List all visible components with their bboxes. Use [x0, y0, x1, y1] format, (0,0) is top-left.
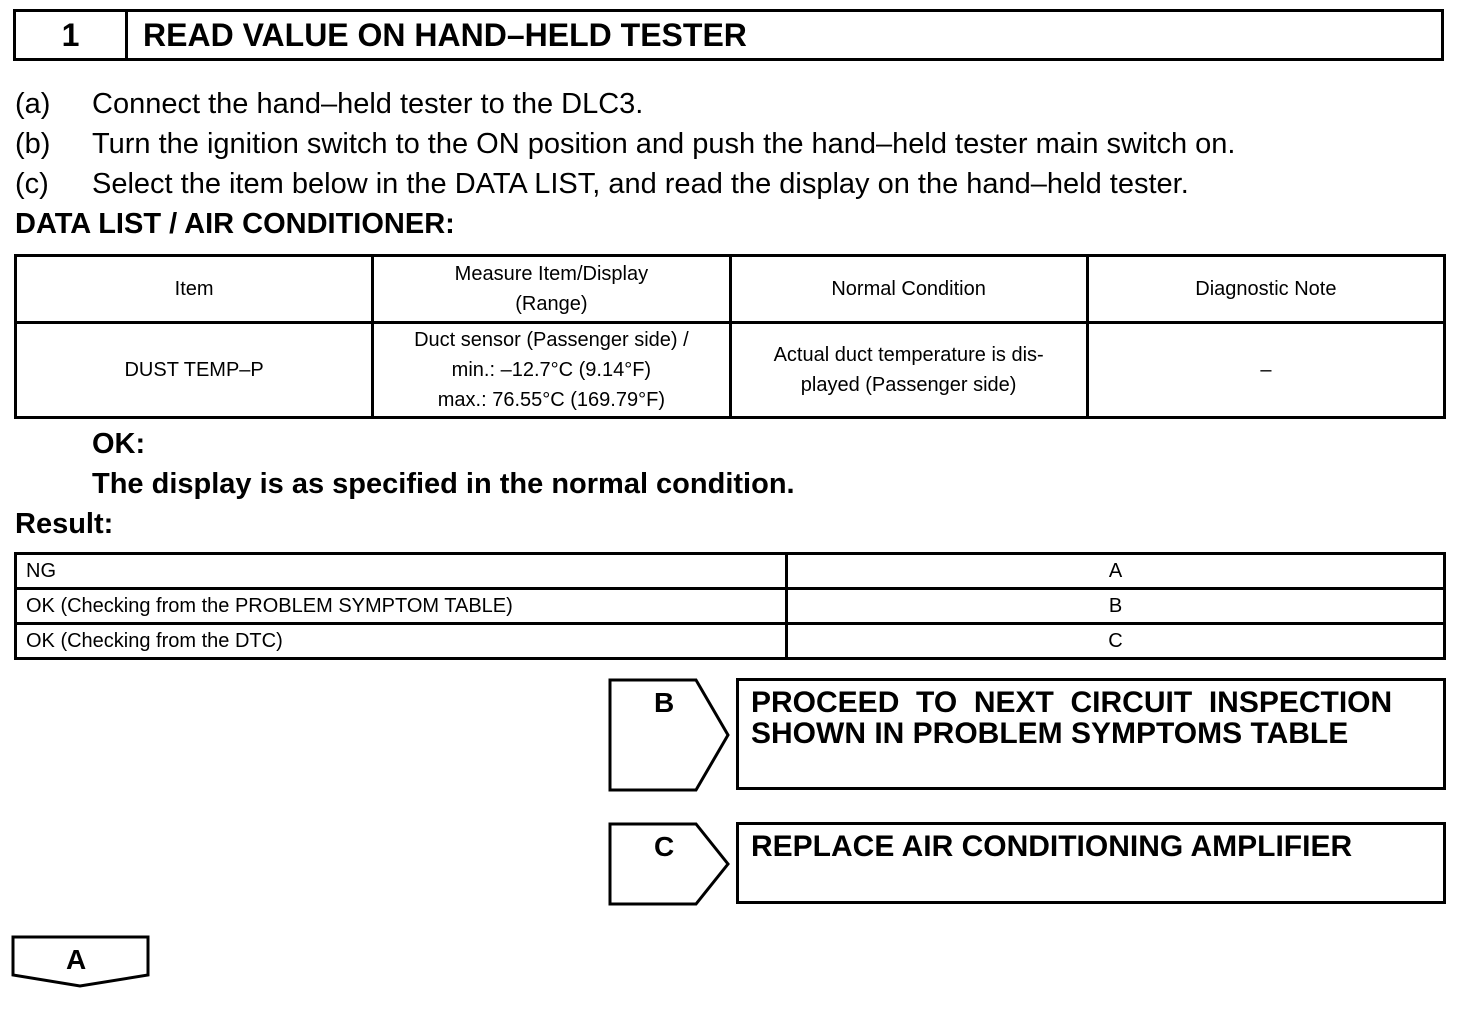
- header-normal-condition: Normal Condition: [730, 256, 1087, 323]
- instruction-text: Connect the hand–held tester to the DLC3.: [92, 88, 644, 120]
- header-range-line: (Range): [515, 293, 588, 315]
- data-list-table: [14, 254, 1446, 419]
- action-line: REPLACE AIR CONDITIONING AMPLIFIER: [751, 830, 1353, 863]
- result-code: C: [787, 624, 1445, 659]
- action-line: PROCEED TO NEXT CIRCUIT INSPECTION: [751, 686, 1393, 719]
- instruction-label: (b): [15, 128, 51, 160]
- table-header-row: [16, 256, 1445, 323]
- cell-normal: [730, 323, 1087, 418]
- result-code: A: [787, 554, 1445, 589]
- action-line: SHOWN IN PROBLEM SYMPTOMS TABLE: [751, 717, 1349, 750]
- result-condition: OK (Checking from the DTC): [16, 624, 787, 659]
- ok-text: The display is as specified in the normal condition.: [92, 468, 795, 500]
- cell-item: DUST TEMP–P: [16, 323, 373, 418]
- result-condition: OK (Checking from the PROBLEM SYMPTOM TABLE): [16, 589, 787, 624]
- cell-note: –: [1087, 323, 1444, 418]
- header-measure: [373, 256, 730, 323]
- result-code: B: [787, 589, 1445, 624]
- table-row: [16, 589, 1445, 624]
- normal-line: Actual duct temperature is dis-: [773, 344, 1044, 366]
- action-box-c: [736, 822, 1446, 904]
- result-condition: NG: [16, 554, 787, 589]
- instruction-text: Select the item below in the DATA LIST, and read the display on the hand–held tester.: [92, 168, 1189, 200]
- step-header: [13, 9, 1444, 61]
- table-row: [16, 323, 1445, 418]
- instruction-label: (c): [15, 168, 49, 200]
- action-box-b: [736, 678, 1446, 790]
- measure-line: min.: –12.7°C (9.14°F): [451, 359, 652, 381]
- header-measure-line: Measure Item/Display: [454, 263, 649, 285]
- instruction-label: (a): [15, 88, 51, 120]
- table-row: [16, 624, 1445, 659]
- header-diagnostic-note: Diagnostic Note: [1087, 256, 1444, 323]
- step-number: 1: [16, 12, 128, 58]
- result-heading: Result:: [15, 508, 114, 540]
- arrow-b-code: B: [654, 687, 675, 718]
- result-table: [14, 552, 1446, 660]
- next-a-code: A: [66, 944, 87, 975]
- table-row: [16, 554, 1445, 589]
- arrow-c-code: C: [654, 831, 675, 862]
- instruction-text: Turn the ignition switch to the ON position and push the hand–held tester main switch on.: [92, 128, 1236, 160]
- ok-label: OK:: [92, 428, 146, 460]
- step-title: READ VALUE ON HAND–HELD TESTER: [143, 16, 747, 53]
- data-list-heading: DATA LIST / AIR CONDITIONER:: [15, 208, 455, 240]
- header-item: Item: [16, 256, 373, 323]
- measure-line: max.: 76.55°C (169.79°F): [437, 389, 665, 411]
- measure-line: Duct sensor (Passenger side) /: [414, 329, 689, 351]
- normal-line: played (Passenger side): [800, 374, 1017, 396]
- cell-measure: [373, 323, 730, 418]
